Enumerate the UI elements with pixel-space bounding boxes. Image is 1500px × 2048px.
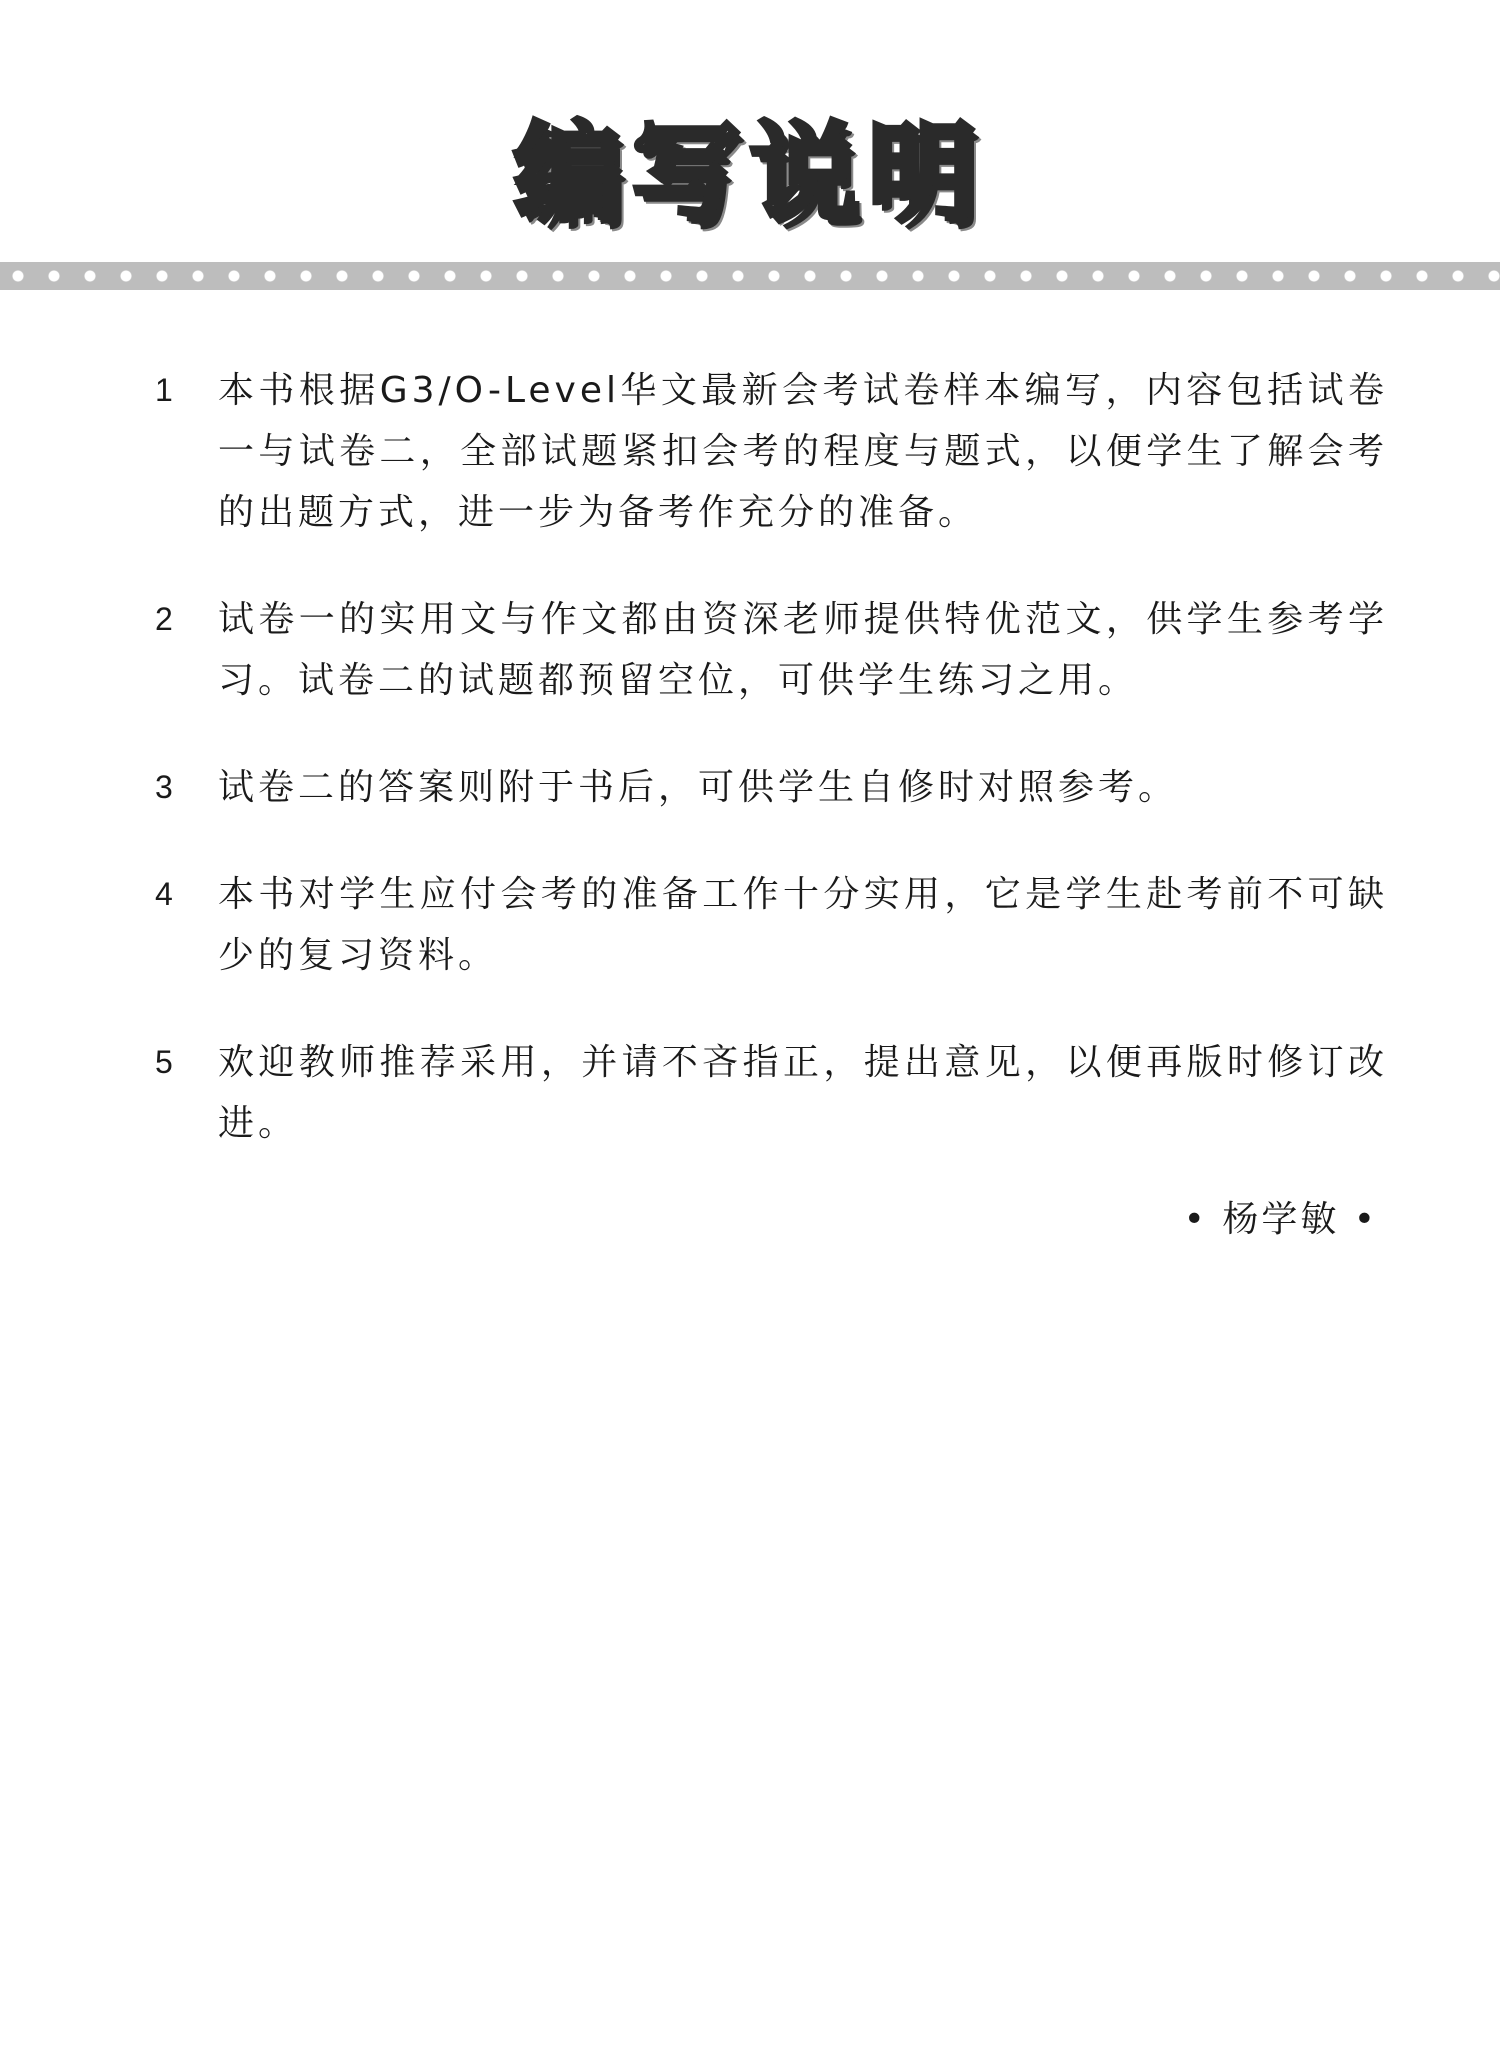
note-number: 3 xyxy=(155,769,173,805)
note-text: 本书对学生应付会考的准备工作十分实用，它是学生赴考前不可缺少的复习资料。 xyxy=(218,874,1388,976)
dotted-divider xyxy=(0,262,1500,290)
note-item xyxy=(0,360,1500,543)
note-item xyxy=(0,757,1500,818)
notes-list xyxy=(0,360,1500,1200)
note-number: 1 xyxy=(155,372,173,408)
note-text: 本书根据G3/O-Level华文最新会考试卷样本编写，内容包括试卷一与试卷二，全部试题紧扣会考的程度与题式，以便学生了解会考的出题方式，进一步为备考作充分的准备。 xyxy=(218,370,1388,533)
note-item xyxy=(0,589,1500,711)
note-text: 试卷一的实用文与作文都由资深老师提供特优范文，供学生参考学习。试卷二的试题都预留空位，可供学生练习之用。 xyxy=(218,599,1388,701)
note-number: 5 xyxy=(155,1044,173,1080)
page-title: 编写说明 xyxy=(513,112,986,237)
note-number: 4 xyxy=(155,876,173,912)
note-item xyxy=(0,1032,1500,1154)
note-text: 试卷二的答案则附于书后，可供学生自修时对照参考。 xyxy=(218,767,1179,808)
note-text: 欢迎教师推荐采用，并请不吝指正，提出意见，以便再版时修订改进。 xyxy=(218,1042,1388,1144)
note-item xyxy=(0,864,1500,986)
note-number: 2 xyxy=(155,601,173,637)
author-signature: • 杨学敏 • xyxy=(1183,1199,1378,1240)
